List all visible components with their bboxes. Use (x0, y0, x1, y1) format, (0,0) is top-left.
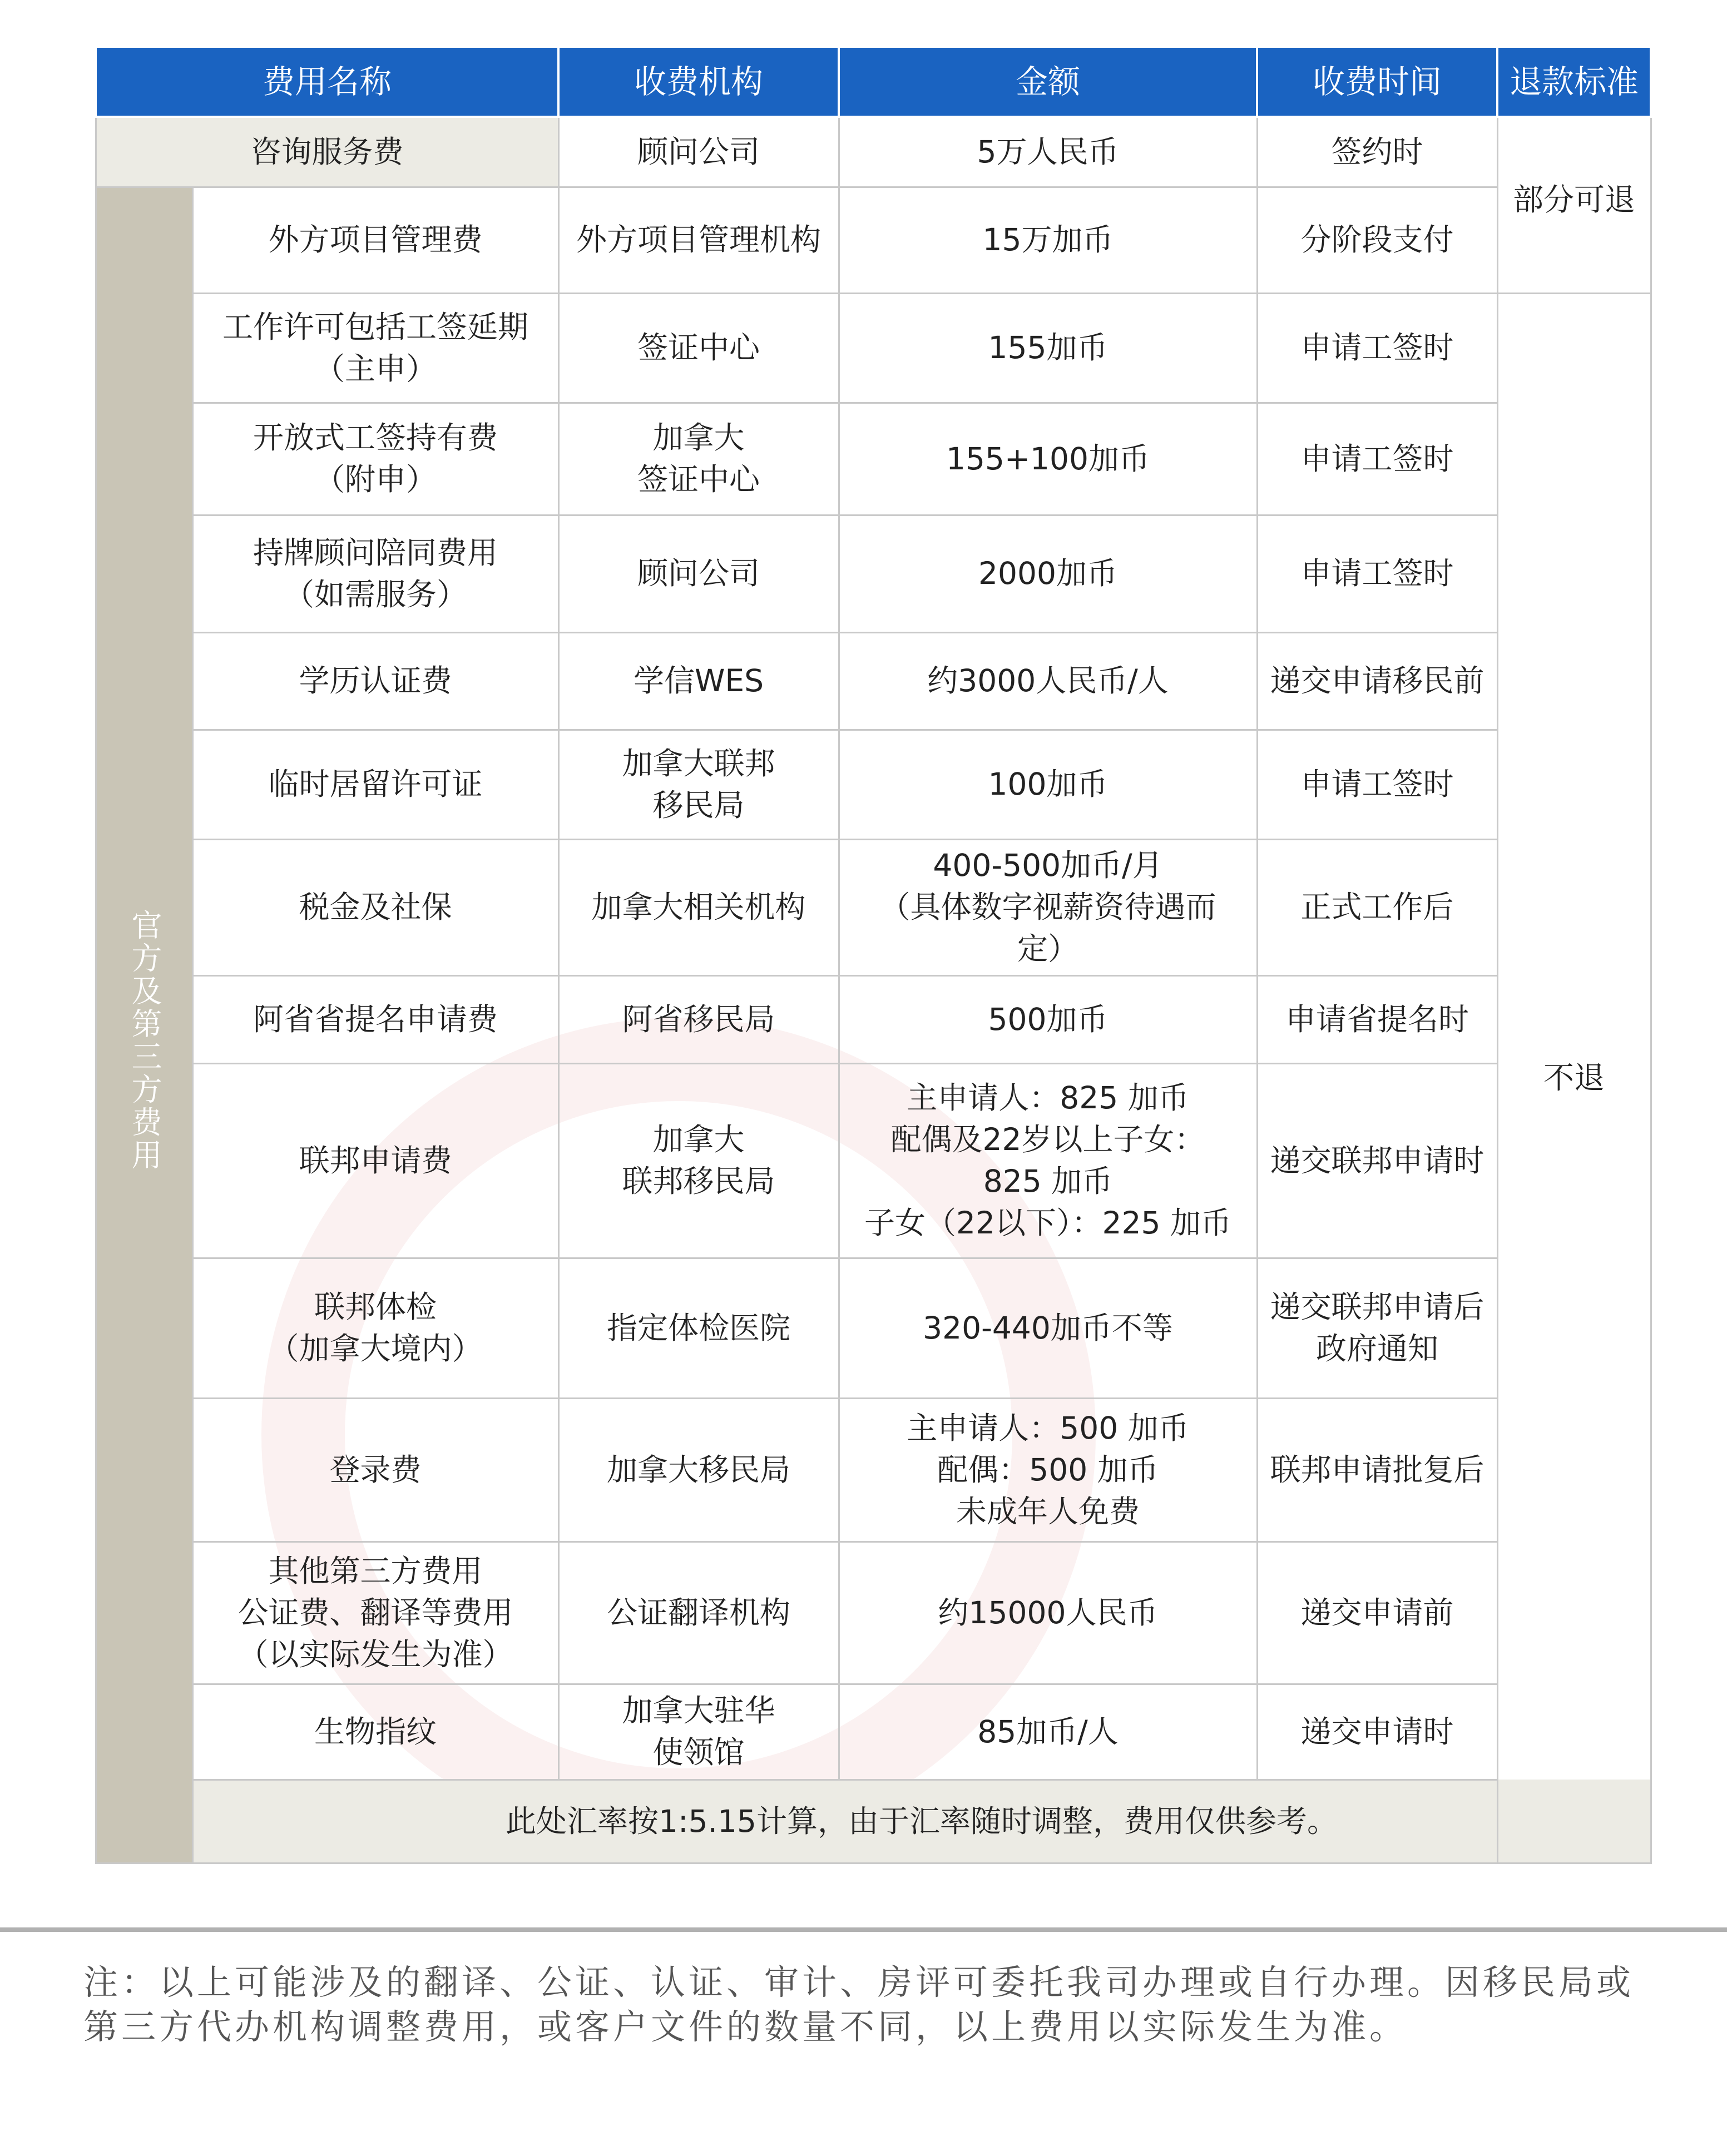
group-label-cell (96, 187, 192, 1863)
fee-time: 递交申请前 (1257, 1542, 1497, 1684)
fee-amount: 主申请人：500 加币 配偶：500 加币 未成年人免费 (839, 1398, 1257, 1542)
fee-org: 加拿大联邦 移民局 (558, 730, 839, 839)
fee-name: 外方项目管理费 (192, 187, 558, 293)
table-row (96, 117, 1651, 187)
table-row (96, 1398, 1651, 1542)
table-row (96, 730, 1651, 839)
footer-row (96, 1780, 1651, 1863)
fee-org: 顾问公司 (558, 515, 839, 632)
fee-time: 递交申请时 (1257, 1684, 1497, 1780)
fee-name: 阿省省提名申请费 (192, 975, 558, 1063)
fee-amount: 约15000人民币 (839, 1542, 1257, 1684)
fee-amount: 主申请人：825 加币 配偶及22岁以上子女： 825 加币 子女（22以下）：225 加币 (839, 1063, 1257, 1258)
fee-amount: 2000加币 (839, 515, 1257, 632)
table-row (96, 187, 1651, 293)
header-refund: 退款标准 (1497, 47, 1651, 117)
fee-org: 指定体检医院 (558, 1258, 839, 1398)
fee-amount: 5万人民币 (839, 117, 1257, 187)
exchange-rate-note: 此处汇率按1:5.15计算，由于汇率随时调整，费用仅供参考。 (192, 1780, 1651, 1863)
fee-name: 咨询服务费 (96, 117, 558, 187)
fee-org: 顾问公司 (558, 117, 839, 187)
fee-name: 临时居留许可证 (192, 730, 558, 839)
fee-amount: 85加币/人 (839, 1684, 1257, 1780)
refund-none: 不退 (1497, 293, 1651, 1863)
fee-org: 公证翻译机构 (558, 1542, 839, 1684)
fee-time: 申请省提名时 (1257, 975, 1497, 1063)
table-row (96, 403, 1651, 515)
fee-name: 开放式工签持有费 （附申） (192, 403, 558, 515)
fee-time: 申请工签时 (1257, 293, 1497, 403)
fee-amount: 15万加币 (839, 187, 1257, 293)
fee-time: 递交联邦申请时 (1257, 1063, 1497, 1258)
table-row (96, 1684, 1651, 1780)
fee-table (95, 46, 1652, 1864)
table-row (96, 1063, 1651, 1258)
fee-org: 阿省移民局 (558, 975, 839, 1063)
fee-name: 生物指纹 (192, 1684, 558, 1780)
header-amount: 金额 (839, 47, 1257, 117)
table-row (96, 632, 1651, 730)
fee-org: 加拿大 联邦移民局 (558, 1063, 839, 1258)
divider-line (0, 1927, 1727, 1932)
fee-org: 加拿大移民局 (558, 1398, 839, 1542)
fee-time: 递交申请移民前 (1257, 632, 1497, 730)
fee-amount: 约3000人民币/人 (839, 632, 1257, 730)
header-time: 收费时间 (1257, 47, 1497, 117)
table-row (96, 1542, 1651, 1684)
fee-amount: 320-440加币不等 (839, 1258, 1257, 1398)
table-row (96, 975, 1651, 1063)
fee-amount: 100加币 (839, 730, 1257, 839)
fee-name: 其他第三方费用 公证费、翻译等费用 （以实际发生为准） (192, 1542, 558, 1684)
fee-time: 申请工签时 (1257, 730, 1497, 839)
fee-name: 登录费 (192, 1398, 558, 1542)
fee-amount: 400-500加币/月 （具体数字视薪资待遇而 定） (839, 839, 1257, 975)
fee-time: 分阶段支付 (1257, 187, 1497, 293)
bottom-note: 注：以上可能涉及的翻译、公证、认证、审计、房评可委托我司办理或自行办理。因移民局或第三方代办机构调整费用，或客户文件的数量不同，以上费用以实际发生为准。 (83, 1962, 1635, 2047)
fee-time: 正式工作后 (1257, 839, 1497, 975)
group-label: 官方及第三方费用 (126, 909, 162, 1172)
fee-amount: 500加币 (839, 975, 1257, 1063)
fee-time: 签约时 (1257, 117, 1497, 187)
fee-name: 学历认证费 (192, 632, 558, 730)
header-fee-name: 费用名称 (96, 47, 558, 117)
fee-name: 联邦体检 （加拿大境内） (192, 1258, 558, 1398)
table-row (96, 839, 1651, 975)
fee-org: 学信WES (558, 632, 839, 730)
fee-time: 申请工签时 (1257, 515, 1497, 632)
fee-name: 税金及社保 (192, 839, 558, 975)
fee-org: 签证中心 (558, 293, 839, 403)
fee-amount: 155+100加币 (839, 403, 1257, 515)
fee-org: 加拿大 签证中心 (558, 403, 839, 515)
fee-name: 持牌顾问陪同费用 （如需服务） (192, 515, 558, 632)
fee-org: 加拿大驻华 使领馆 (558, 1684, 839, 1780)
fee-org: 加拿大相关机构 (558, 839, 839, 975)
fee-amount: 155加币 (839, 293, 1257, 403)
fee-time: 申请工签时 (1257, 403, 1497, 515)
fee-time: 递交联邦申请后 政府通知 (1257, 1258, 1497, 1398)
fee-org: 外方项目管理机构 (558, 187, 839, 293)
fee-name: 联邦申请费 (192, 1063, 558, 1258)
table-row (96, 1258, 1651, 1398)
table-row (96, 293, 1651, 403)
fee-name: 工作许可包括工签延期 （主申） (192, 293, 558, 403)
header-row (96, 47, 1651, 117)
table-row (96, 515, 1651, 632)
header-org: 收费机构 (558, 47, 839, 117)
refund-partial: 部分可退 (1497, 117, 1651, 293)
fee-time: 联邦申请批复后 (1257, 1398, 1497, 1542)
